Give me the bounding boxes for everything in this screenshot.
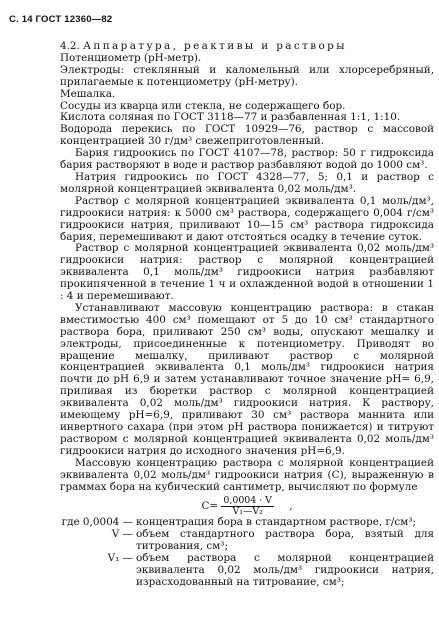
paragraph-electrodes: Электроды: стеклянный и каломельный или хлорсеребряный, прилагаемые к потенциометру (рН-метру). xyxy=(60,63,434,88)
paragraph-procedure: Устанавливают массовую концентрацию раствора: в стакан вместимостью 400 см³ помещают от 5 до 10 см³ стандартного раствора бора, приливают 250 см³ воды, опускают мешалку и электроды, присоединенные к потенциометру. Приводят во вращение мешалку, приливают раствор с молярной концентрацией эквивалента 0,1 моль/дм³ гидроокиси натрия почти до рН 6,9 и затем устанавливают точное значение рН= 6,9, приливая из бюретки раствор с молярной концентрацией эквивалента 0,02 моль/дм³ гидроокиси натрия. К раствору, имеющему рН=6,9, приливают 30 см³ раствора маннита или инвертного сахара (при этом рН раствора понижается) и титруют раствором с молярной концентрацией эквивалента 0,02 моль/дм³ гидроокиси натрия до исходного значения рН=6,9. xyxy=(60,301,434,457)
paragraph-hydrogen-peroxide: Водорода перекись по ГОСТ 10929—76, раствор с массовой концентрацией 30 г/дм³ свежеприготовленный. xyxy=(60,123,434,148)
definition-text: концентрация бора в стандартном растворе, г/см³; xyxy=(136,516,416,528)
formula-numerator: 0,0004 · V xyxy=(223,495,272,507)
section-number: 4.2. xyxy=(60,40,80,52)
formula-denominator: V₁—V₂ xyxy=(232,506,263,518)
definition-text: объем стандартного раствора бора, взятый для титрования, см³; xyxy=(136,527,434,552)
paragraph-mass-concentration: Массовую концентрацию раствора с молярной концентрацией эквивалента 0,02 моль/дм³ гидроокиси натрия (C), выраженную в граммах бора на кубический сантиметр, вычисляют по формуле xyxy=(60,456,434,493)
definition-text: объем раствора с молярной концентрацией эквивалента 0,02 моль/дм³ гидроокиси натрия, израсходованный на титрование, см³; xyxy=(136,551,434,588)
definition-item xyxy=(45,553,434,589)
formula-lhs: C= xyxy=(201,499,219,512)
definition-item xyxy=(45,529,434,553)
definition-key: где 0,0004 — xyxy=(61,516,133,528)
paragraph-potentiometer: Потенциометр (рН-метр). xyxy=(60,51,202,64)
definitions-list xyxy=(45,517,434,588)
paragraph-solution-01: Раствор с молярной концентрацией эквивалента 0,1 моль/дм³, гидроокиси натрия: к 5000 см³ раствора, содержащего 0,004 г/см³ гидроокиси натрия, приливают 10—15 см³ раствора гидроксида бария, перемешивают и дают отстояться осадку в течение суток. xyxy=(60,194,434,243)
paragraph-vessels: Сосуды из кварца или стекла, не содержащего бор. xyxy=(60,99,346,112)
formula-fraction xyxy=(221,496,274,517)
paragraph-solution-002: Раствор с молярной концентрацией эквивалента 0,02 моль/дм³ гидроокиси натрия: раствор с молярной концентрацией эквивалента 0,1 моль/дм³ гидроокиси натрия разбавляют прокипяченной в течение 1 ч и охлажденной водой в отношении 1 : 4 и перемешивают. xyxy=(60,242,434,303)
section-title: Аппаратура, реактивы и растворы xyxy=(83,40,347,52)
paragraph-sodium-hydroxide: Натрия гидроокись по ГОСТ 4328—77, 5; 0,1 и раствор с молярной концентрацией эквивалента 0,02 моль/дм³. xyxy=(60,170,434,195)
definition-key: V₁ — xyxy=(107,551,133,564)
paragraph-stirrer: Мешалка. xyxy=(60,87,116,100)
paragraph-hydrochloric-acid: Кислота соляная по ГОСТ 3118—77 и разбавленная 1:1, 1:10. xyxy=(60,111,401,124)
page-header: С. 14 ГОСТ 12360—82 xyxy=(9,14,113,25)
paragraph-barium-hydroxide: Бария гидроокись по ГОСТ 4107—78, раствор: 50 г гидроксида бария растворяют в воде и раствор разбавляют водой до 1000 см³. xyxy=(60,147,434,172)
formula-tail: , xyxy=(289,499,293,512)
definition-key: V — xyxy=(111,527,133,540)
document-body xyxy=(60,41,434,524)
